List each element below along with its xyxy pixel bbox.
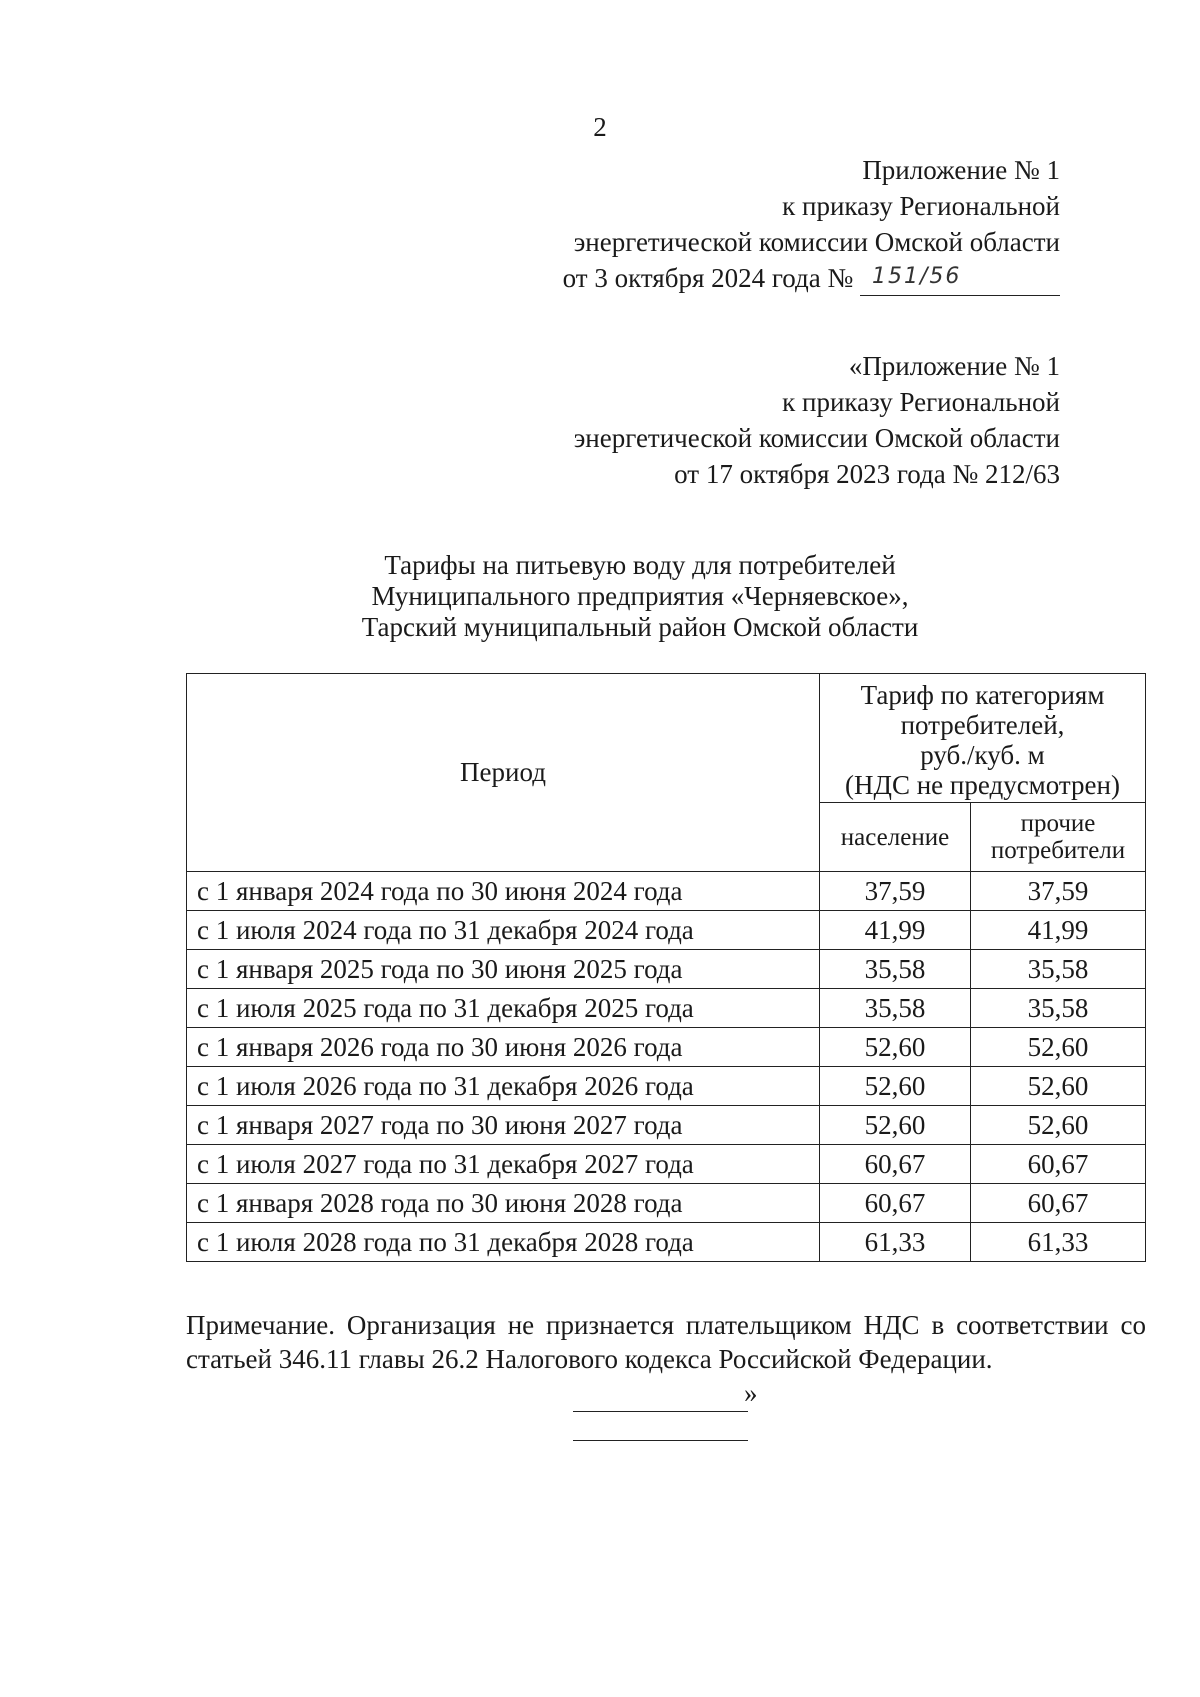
appendix-header-current bbox=[563, 152, 1060, 296]
order-number-handwritten: 151/56 bbox=[872, 264, 962, 289]
other-tariff-cell: 35,58 bbox=[971, 950, 1146, 989]
population-tariff-cell: 35,58 bbox=[820, 989, 971, 1028]
period-cell: с 1 июля 2028 года по 31 декабря 2028 года bbox=[187, 1223, 820, 1262]
separator-line bbox=[573, 1440, 748, 1441]
table-row bbox=[187, 872, 1146, 911]
table-row bbox=[187, 1223, 1146, 1262]
tariff-table bbox=[186, 673, 1146, 1262]
appendix-header-previous bbox=[574, 348, 1060, 492]
period-cell: с 1 июля 2026 года по 31 декабря 2026 года bbox=[187, 1067, 820, 1106]
table-row bbox=[187, 1145, 1146, 1184]
other-tariff-cell: 60,67 bbox=[971, 1145, 1146, 1184]
header-period: Период bbox=[187, 674, 820, 872]
table-row bbox=[187, 1106, 1146, 1145]
other-tariff-cell: 61,33 bbox=[971, 1223, 1146, 1262]
header-tariff-line-1: Тариф по категориям bbox=[860, 680, 1105, 710]
population-tariff-cell: 52,60 bbox=[820, 1067, 971, 1106]
header-tariff-line-3: руб./куб. м bbox=[920, 740, 1045, 770]
appendix-authority: энергетической комиссии Омской области bbox=[573, 227, 1060, 257]
appendix-order-date: от 17 октября 2023 года № 212/63 bbox=[674, 459, 1060, 489]
table-row bbox=[187, 989, 1146, 1028]
period-cell: с 1 января 2024 года по 30 июня 2024 года bbox=[187, 872, 820, 911]
header-tariff-line-4: (НДС не предусмотрен) bbox=[845, 770, 1120, 800]
other-tariff-cell: 37,59 bbox=[971, 872, 1146, 911]
table-row bbox=[187, 1028, 1146, 1067]
population-tariff-cell: 37,59 bbox=[820, 872, 971, 911]
table-row bbox=[187, 1184, 1146, 1223]
period-cell: с 1 июля 2027 года по 31 декабря 2027 года bbox=[187, 1145, 820, 1184]
population-tariff-cell: 35,58 bbox=[820, 950, 971, 989]
population-tariff-cell: 60,67 bbox=[820, 1184, 971, 1223]
period-cell: с 1 июля 2024 года по 31 декабря 2024 года bbox=[187, 911, 820, 950]
closing-line bbox=[573, 1379, 748, 1412]
table-row bbox=[187, 911, 1146, 950]
header-other-line-1: прочие bbox=[1020, 810, 1096, 837]
period-cell: с 1 января 2026 года по 30 июня 2026 года bbox=[187, 1028, 820, 1067]
header-population: население bbox=[820, 803, 971, 872]
header-other-line-2: потребители bbox=[990, 837, 1126, 864]
other-tariff-cell: 52,60 bbox=[971, 1106, 1146, 1145]
other-tariff-cell: 35,58 bbox=[971, 989, 1146, 1028]
other-tariff-cell: 41,99 bbox=[971, 911, 1146, 950]
other-tariff-cell: 60,67 bbox=[971, 1184, 1146, 1223]
header-tariff-group bbox=[820, 674, 1146, 803]
population-tariff-cell: 41,99 bbox=[820, 911, 971, 950]
title-line-1: Тарифы на питьевую воду для потребителей bbox=[384, 550, 896, 580]
note-text: Примечание. Организация не признается плательщиком НДС в соответствии со статьей 346.11 главы 26.2 Налогового кодекса Российской Федерации. bbox=[186, 1310, 1146, 1374]
appendix-authority: энергетической комиссии Омской области bbox=[573, 423, 1060, 453]
title-line-2: Муниципального предприятия «Черняевское», bbox=[371, 581, 909, 611]
header-other-consumers bbox=[971, 803, 1146, 872]
order-number-field bbox=[860, 265, 1060, 296]
population-tariff-cell: 52,60 bbox=[820, 1106, 971, 1145]
appendix-title: «Приложение № 1 bbox=[848, 351, 1060, 381]
appendix-order-date: от 3 октября 2024 года № bbox=[562, 263, 854, 293]
population-tariff-cell: 60,67 bbox=[820, 1145, 971, 1184]
other-tariff-cell: 52,60 bbox=[971, 1067, 1146, 1106]
appendix-title: Приложение № 1 bbox=[862, 155, 1060, 185]
header-tariff-line-2: потребителей, bbox=[900, 710, 1065, 740]
title-line-3: Тарский муниципальный район Омской области bbox=[361, 612, 919, 642]
tariff-rows bbox=[187, 872, 1146, 1262]
table-row bbox=[187, 1067, 1146, 1106]
closing-quote: » bbox=[744, 1378, 758, 1408]
period-cell: с 1 января 2028 года по 30 июня 2028 года bbox=[187, 1184, 820, 1223]
appendix-order-date-line bbox=[563, 260, 1060, 296]
appendix-order-ref: к приказу Региональной bbox=[782, 191, 1060, 221]
population-tariff-cell: 52,60 bbox=[820, 1028, 971, 1067]
document-title bbox=[0, 550, 1200, 643]
population-tariff-cell: 61,33 bbox=[820, 1223, 971, 1262]
period-cell: с 1 июля 2025 года по 31 декабря 2025 года bbox=[187, 989, 820, 1028]
page-number: 2 bbox=[593, 112, 607, 142]
table-row bbox=[187, 950, 1146, 989]
period-cell: с 1 января 2025 года по 30 июня 2025 года bbox=[187, 950, 820, 989]
period-cell: с 1 января 2027 года по 30 июня 2027 года bbox=[187, 1106, 820, 1145]
appendix-order-ref: к приказу Региональной bbox=[782, 387, 1060, 417]
other-tariff-cell: 52,60 bbox=[971, 1028, 1146, 1067]
